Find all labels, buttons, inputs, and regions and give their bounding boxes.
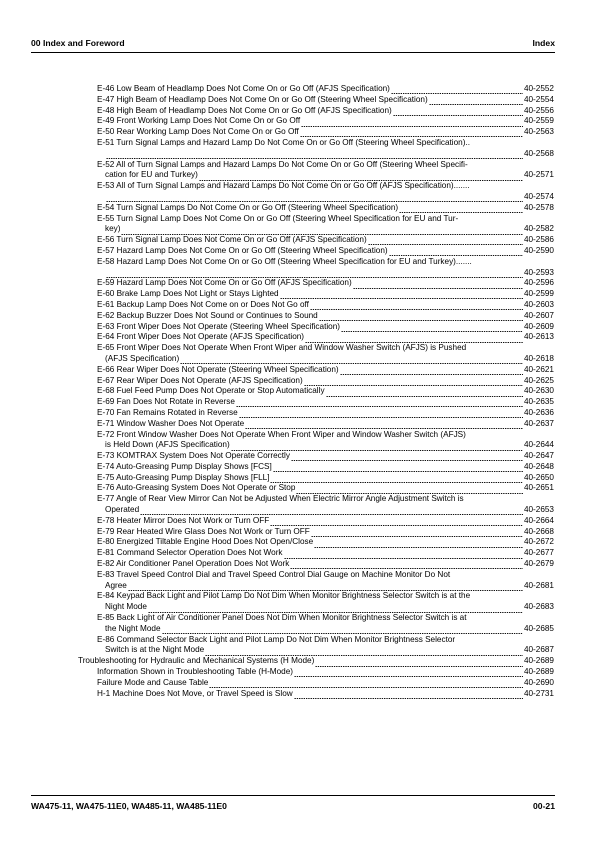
toc-entry-leader-line [97, 483, 554, 494]
dot-leader [180, 356, 523, 365]
toc-entry-title: E-50 Rear Working Lamp Does Not Come On or Go Off [97, 127, 299, 137]
toc-entry-title: E-79 Rear Heated Wire Glass Does Not Work or Turn OFF [97, 526, 310, 536]
toc-entry-title: E-73 KOMTRAX System Does Not Operate Correctly [97, 451, 290, 461]
toc-entry[interactable] [97, 483, 554, 494]
dot-leader [294, 690, 523, 699]
toc-entry[interactable] [97, 95, 554, 106]
dot-leader [326, 388, 523, 397]
toc-entry-leader-line [97, 300, 554, 311]
toc-entry-title-line: E-83 Travel Speed Control Dial and Travel Speed Control Dial Gauge on Machine Monitor Do Not [97, 569, 451, 579]
toc-entry[interactable] [97, 365, 554, 376]
toc-entry-title: E-62 Backup Buzzer Does Not Sound or Continues to Sound [97, 310, 318, 320]
toc-entry[interactable] [97, 570, 554, 592]
toc-entry-title: E-61 Backup Lamp Does Not Come on or Does Not Go off [97, 299, 309, 309]
header-rule [31, 52, 555, 53]
toc-entry-page-ref: 40-2574 [523, 191, 554, 201]
toc-entry-page-ref: 40-2582 [523, 224, 554, 234]
toc-entry-title: E-49 Front Working Lamp Does Not Come On or Go Off [97, 116, 301, 126]
toc-entry-title-line: E-86 Command Selector Back Light and Pilot Lamp Do Not Dim When Monitor Brightness Selector [97, 634, 456, 644]
toc-entry-leader-line [97, 473, 554, 484]
toc-entry-page-ref: 40-2586 [523, 235, 554, 245]
toc-entry-title: Failure Mode and Cause Table [97, 677, 209, 687]
toc-entry[interactable] [97, 343, 554, 365]
toc-entry-leader-line [97, 311, 554, 322]
toc-entry-title: E-69 Fan Does Not Rotate in Reverse [97, 397, 235, 407]
toc-entry-page-ref: 40-2637 [523, 418, 554, 428]
toc-entry-page-ref: 40-2559 [523, 116, 554, 126]
toc-entry[interactable] [97, 451, 554, 462]
toc-entry[interactable] [97, 548, 554, 559]
toc-entry[interactable] [97, 322, 554, 333]
dot-leader [140, 507, 523, 516]
toc-entry-page-ref: 40-2644 [523, 440, 554, 450]
toc-entry-title: E-67 Rear Wiper Does Not Operate (AFJS Specification) [97, 375, 303, 385]
toc-entry-page-ref: 40-2621 [523, 364, 554, 374]
toc-entry-title: E-56 Turn Signal Lamp Does Not Come On or Go Off (AFJS Specification) [97, 235, 367, 245]
toc-entry-page-ref: 40-2677 [523, 548, 554, 558]
toc-entry-leader-line [97, 246, 554, 257]
footer-page-number: 00-21 [533, 801, 555, 811]
toc-entry-title: E-47 High Beam of Headlamp Does Not Come On or Go Off (Steering Wheel Specification) [97, 94, 428, 104]
toc-entry-leader-line [97, 505, 554, 516]
toc-entry[interactable] [97, 516, 554, 527]
toc-entry-title: E-60 Brake Lamp Does Not Light or Stays Lighted [97, 289, 279, 299]
toc-entry-page-ref: 40-2635 [523, 397, 554, 407]
toc-entry-page-ref: 40-2571 [523, 170, 554, 180]
table-of-contents [78, 84, 554, 699]
toc-entry-title: E-64 Front Wiper Does Not Operate (AFJS Specification) [97, 332, 305, 342]
dot-leader [121, 226, 522, 235]
toc-entry-title: Agree [105, 580, 127, 590]
toc-entry-leader-line [97, 116, 554, 127]
toc-entry[interactable] [97, 203, 554, 214]
toc-entry[interactable] [97, 127, 554, 138]
toc-entry[interactable] [97, 527, 554, 538]
toc-entry-title: key) [105, 224, 121, 234]
toc-entry-leader-line [97, 624, 554, 635]
toc-entry-title-line: E-72 Front Window Washer Does Not Operate When Front Wiper and Window Washer Switch (AFJS) [97, 429, 466, 439]
dot-leader [280, 291, 523, 300]
toc-entry-leader-line [97, 365, 554, 376]
toc-entry-page-ref: 40-2650 [523, 472, 554, 482]
dot-leader [300, 129, 523, 138]
dot-leader [353, 280, 523, 289]
toc-entry[interactable] [97, 235, 554, 246]
toc-entry-leader-line [97, 559, 554, 570]
toc-entry-title-line: E-85 Back Light of Air Conditioner Panel Does Not Dim When Monitor Brightness Selector Switch is at [97, 613, 467, 623]
dot-leader [290, 561, 523, 570]
toc-entry-title: Night Mode [105, 602, 147, 612]
toc-entry-leader-line [97, 95, 554, 106]
toc-entry-page-ref: 40-2630 [523, 386, 554, 396]
toc-entry-leader-line [97, 322, 554, 333]
dot-leader [199, 172, 523, 181]
toc-entry-leader-line [97, 170, 554, 181]
toc-entry[interactable] [97, 559, 554, 570]
toc-entry-title: E-66 Rear Wiper Does Not Operate (Steering Wheel Specification) [97, 364, 339, 374]
toc-entry[interactable] [97, 635, 554, 657]
toc-entry-leader-line [97, 289, 554, 300]
toc-entry-title: E-71 Window Washer Does Not Operate [97, 418, 245, 428]
toc-entry-title: (AFJS Specification) [105, 353, 180, 363]
toc-entry[interactable] [97, 138, 554, 160]
dot-leader [391, 86, 523, 95]
toc-entry-title: E-75 Auto-Greasing Pump Display Shows [FLL] [97, 472, 270, 482]
toc-entry-page-ref: 40-2647 [523, 451, 554, 461]
toc-entry[interactable] [97, 181, 554, 203]
toc-entry-leader-line [97, 268, 554, 279]
dot-leader [340, 367, 523, 376]
toc-entry-page-ref: 40-2672 [523, 537, 554, 547]
toc-entry-leader-line [97, 516, 554, 527]
dot-leader [205, 647, 523, 656]
footer-model-list: WA475-11, WA475-11E0, WA485-11, WA485-11E0 [31, 801, 227, 811]
dot-leader [399, 205, 523, 214]
toc-entry-title: E-48 High Beam of Headlamp Does Not Come On or Go Off (AFJS Specification) [97, 105, 392, 115]
header-section-title: 00 Index and Foreword [31, 38, 125, 48]
dot-leader [236, 399, 523, 408]
toc-entry[interactable] [97, 386, 554, 397]
toc-entry-title-line: E-52 All of Turn Signal Lamps and Hazard Lamps Do Not Come On or Go Off (Steering Wheel Specifi- [97, 159, 468, 169]
toc-entry-title-line: E-51 Turn Signal Lamps and Hazard Lamp Do Not Come On or Go Off (Steering Wheel Specification).. [97, 137, 471, 147]
dot-leader [319, 313, 523, 322]
page-footer [31, 795, 555, 815]
toc-entry-title: E-74 Auto-Greasing Pump Display Shows [FCS] [97, 461, 272, 471]
toc-entry-title-line: E-77 Angle of Rear View Mirror Can Not be Adjusted When Electric Mirror Angle Adjustment Switch is [97, 494, 464, 504]
toc-entry[interactable] [97, 419, 554, 430]
toc-entry-leader-line [97, 527, 554, 538]
toc-entry[interactable] [97, 678, 554, 689]
toc-entry-leader-line [97, 278, 554, 289]
dot-leader [270, 474, 522, 483]
toc-entry-title: E-76 Auto-Greasing System Does Not Operate or Stop [97, 483, 296, 493]
dot-leader [231, 442, 523, 451]
toc-entry-leader-line [97, 332, 554, 343]
toc-entry-page-ref: 40-2603 [523, 299, 554, 309]
toc-entry-page-ref: 40-2681 [523, 580, 554, 590]
dot-leader [315, 658, 523, 667]
toc-entry[interactable] [97, 214, 554, 236]
dot-leader [162, 626, 523, 635]
dot-leader [296, 485, 523, 494]
toc-entry-page-ref: 40-2554 [523, 94, 554, 104]
toc-entry-page-ref: 40-2651 [523, 483, 554, 493]
toc-entry-title: Switch is at the Night Mode [105, 645, 205, 655]
toc-entry-title: E-63 Front Wiper Does Not Operate (Steering Wheel Specification) [97, 321, 340, 331]
toc-entry-page-ref: 40-2636 [523, 407, 554, 417]
toc-entry-page-ref: 40-2593 [523, 267, 554, 277]
toc-entry-leader-line [97, 376, 554, 387]
toc-entry[interactable] [97, 408, 554, 419]
toc-entry-title-line: E-65 Front Wiper Does Not Operate When Front Wiper and Window Washer Switch (AFJS) is Pushed [97, 343, 467, 353]
toc-entry-page-ref: 40-2552 [523, 84, 554, 93]
toc-entry[interactable] [97, 494, 554, 516]
toc-entry[interactable] [97, 278, 554, 289]
dot-leader [301, 118, 523, 127]
toc-entry-title: Operated [105, 505, 140, 515]
toc-entry-title: E-82 Air Conditioner Panel Operation Does Not Work [97, 559, 290, 569]
toc-entry-page-ref: 40-2653 [523, 505, 554, 515]
dot-leader [291, 453, 523, 462]
toc-entry-title: E-81 Command Selector Operation Does Not Work [97, 548, 283, 558]
dot-leader [311, 528, 523, 537]
dot-leader [393, 107, 523, 116]
toc-entry-page-ref: 40-2613 [523, 332, 554, 342]
dot-leader [273, 464, 523, 473]
toc-entry-leader-line [97, 408, 554, 419]
dot-leader [209, 680, 523, 689]
dot-leader [128, 582, 523, 591]
toc-entry-page-ref: 40-2607 [523, 310, 554, 320]
dot-leader [239, 410, 523, 419]
toc-entry[interactable] [97, 397, 554, 408]
toc-entry-title: E-70 Fan Remains Rotated in Reverse [97, 407, 238, 417]
toc-entry[interactable] [97, 376, 554, 387]
dot-leader [294, 669, 523, 678]
toc-entry-title: is Held Down (AFJS Specification) [105, 440, 230, 450]
toc-entry-leader-line [97, 127, 554, 138]
toc-entry-page-ref: 40-2648 [523, 461, 554, 471]
toc-entry[interactable] [97, 537, 554, 548]
toc-entry-title: E-57 Hazard Lamp Does Not Come On or Go Off (Steering Wheel Specification) [97, 245, 388, 255]
toc-entry-leader-line [97, 386, 554, 397]
toc-entry-page-ref: 40-2599 [523, 289, 554, 299]
dot-leader [245, 421, 523, 430]
dot-leader [305, 334, 523, 343]
toc-entry-leader-line [97, 462, 554, 473]
toc-entry-title-line: E-53 All of Turn Signal Lamps and Hazard Lamps Do Not Come On or Go Off (AFJS Specification)....... [97, 181, 470, 191]
toc-entry[interactable] [97, 311, 554, 322]
toc-entry[interactable] [97, 667, 554, 678]
toc-entry-leader-line [97, 440, 554, 451]
toc-entry-leader-line [97, 602, 554, 613]
toc-entry[interactable] [97, 473, 554, 484]
toc-entry[interactable] [97, 689, 554, 700]
dot-leader [429, 97, 523, 106]
toc-entry-title: the Night Mode [105, 623, 161, 633]
dot-leader [314, 539, 523, 548]
toc-entry-page-ref: 40-2664 [523, 515, 554, 525]
toc-entry-leader-line [97, 149, 554, 160]
toc-entry-leader-line [97, 548, 554, 559]
toc-entry-title: Information Shown in Troubleshooting Table (H-Mode) [97, 667, 293, 677]
toc-entry-title: E-59 Hazard Lamp Does Not Come On or Go Off (AFJS Specification) [97, 278, 352, 288]
dot-leader [341, 323, 523, 332]
toc-entry-page-ref: 40-2731 [523, 688, 554, 698]
toc-entry-page-ref: 40-2596 [523, 278, 554, 288]
toc-entry-page-ref: 40-2609 [523, 321, 554, 331]
toc-entry-leader-line [97, 192, 554, 203]
dot-leader [310, 302, 523, 311]
toc-entry-page-ref: 40-2685 [523, 623, 554, 633]
dot-leader [106, 151, 523, 160]
toc-entry-title: E-78 Heater Mirror Does Not Work or Turn OFF [97, 515, 270, 525]
toc-entry-leader-line [97, 537, 554, 548]
toc-entry-title: cation for EU and Turkey) [105, 170, 198, 180]
toc-entry-leader-line [97, 354, 554, 365]
toc-entry-leader-line [97, 645, 554, 656]
toc-entry[interactable] [97, 332, 554, 343]
toc-entry-leader-line [97, 581, 554, 592]
toc-entry[interactable] [97, 246, 554, 257]
toc-entry-page-ref: 40-2679 [523, 559, 554, 569]
toc-entry-page-ref: 40-2578 [523, 202, 554, 212]
toc-entry-page-ref: 40-2668 [523, 526, 554, 536]
dot-leader [389, 248, 523, 257]
dot-leader [284, 550, 523, 559]
dot-leader [270, 518, 523, 527]
toc-entry[interactable] [97, 289, 554, 300]
toc-entry-title: E-54 Turn Signal Lamps Do Not Come On or Go Off (Steering Wheel Specification) [97, 202, 399, 212]
toc-entry-leader-line [97, 84, 554, 95]
toc-entry-title-line: E-55 Turn Signal Lamp Does Not Come On or Go Off (Steering Wheel Specification for EU and Tur- [97, 213, 459, 223]
toc-entry-leader-line [78, 656, 554, 667]
toc-entry[interactable] [97, 257, 554, 279]
toc-entry[interactable] [97, 430, 554, 452]
toc-entry-title-line: E-58 Hazard Lamp Does Not Come On or Go Off (Steering Wheel Specification for EU and Turkey)....... [97, 256, 472, 266]
toc-entry-page-ref: 40-2556 [523, 105, 554, 115]
page-header [31, 35, 555, 53]
toc-entry-leader-line [97, 106, 554, 117]
toc-entry-title: H-1 Machine Does Not Move, or Travel Speed is Slow [97, 688, 293, 698]
toc-entry-leader-line [97, 397, 554, 408]
footer-rule [31, 795, 555, 796]
dot-leader [106, 269, 523, 278]
toc-entry-leader-line [97, 451, 554, 462]
toc-entry-page-ref: 40-2618 [523, 353, 554, 363]
dot-leader [106, 194, 523, 203]
toc-entry-page-ref: 40-2563 [523, 127, 554, 137]
toc-entry-page-ref: 40-2689 [523, 667, 554, 677]
toc-entry-leader-line [97, 224, 554, 235]
dot-leader [148, 604, 523, 613]
toc-entry-title: E-80 Energized Tiltable Engine Hood Does Not Open/Close [97, 537, 314, 547]
toc-entry[interactable] [97, 106, 554, 117]
toc-entry-page-ref: 40-2683 [523, 602, 554, 612]
toc-entry[interactable] [78, 656, 554, 667]
toc-entry-page-ref: 40-2568 [523, 148, 554, 158]
toc-entry-leader-line [97, 689, 554, 700]
toc-entry-page-ref: 40-2590 [523, 245, 554, 255]
dot-leader [368, 237, 523, 246]
toc-entry[interactable] [97, 84, 554, 95]
dot-leader [304, 377, 523, 386]
toc-entry[interactable] [97, 160, 554, 182]
toc-entry-leader-line [97, 419, 554, 430]
toc-entry-title: E-68 Fuel Feed Pump Does Not Operate or Stop Automatically [97, 386, 325, 396]
toc-entry-page-ref: 40-2689 [523, 656, 554, 666]
toc-entry[interactable] [97, 591, 554, 613]
toc-entry-page-ref: 40-2690 [523, 677, 554, 687]
toc-entry-leader-line [97, 667, 554, 678]
toc-entry-leader-line [97, 203, 554, 214]
toc-entry-title-line: E-84 Keypad Back Light and Pilot Lamp Do Not Dim When Monitor Brightness Selector Switch is at the [97, 591, 471, 601]
toc-entry-leader-line [97, 678, 554, 689]
toc-entry[interactable] [97, 613, 554, 635]
header-index-label: Index [532, 38, 555, 48]
toc-entry[interactable] [97, 462, 554, 473]
toc-entry[interactable] [97, 116, 554, 127]
toc-entry[interactable] [97, 300, 554, 311]
toc-entry-title: E-46 Low Beam of Headlamp Does Not Come On or Go Off (AFJS Specification) [97, 84, 390, 93]
toc-entry-page-ref: 40-2687 [523, 645, 554, 655]
toc-entry-title: Troubleshooting for Hydraulic and Mechanical Systems (H Mode) [78, 656, 315, 666]
toc-entry-page-ref: 40-2625 [523, 375, 554, 385]
toc-entry-leader-line [97, 235, 554, 246]
